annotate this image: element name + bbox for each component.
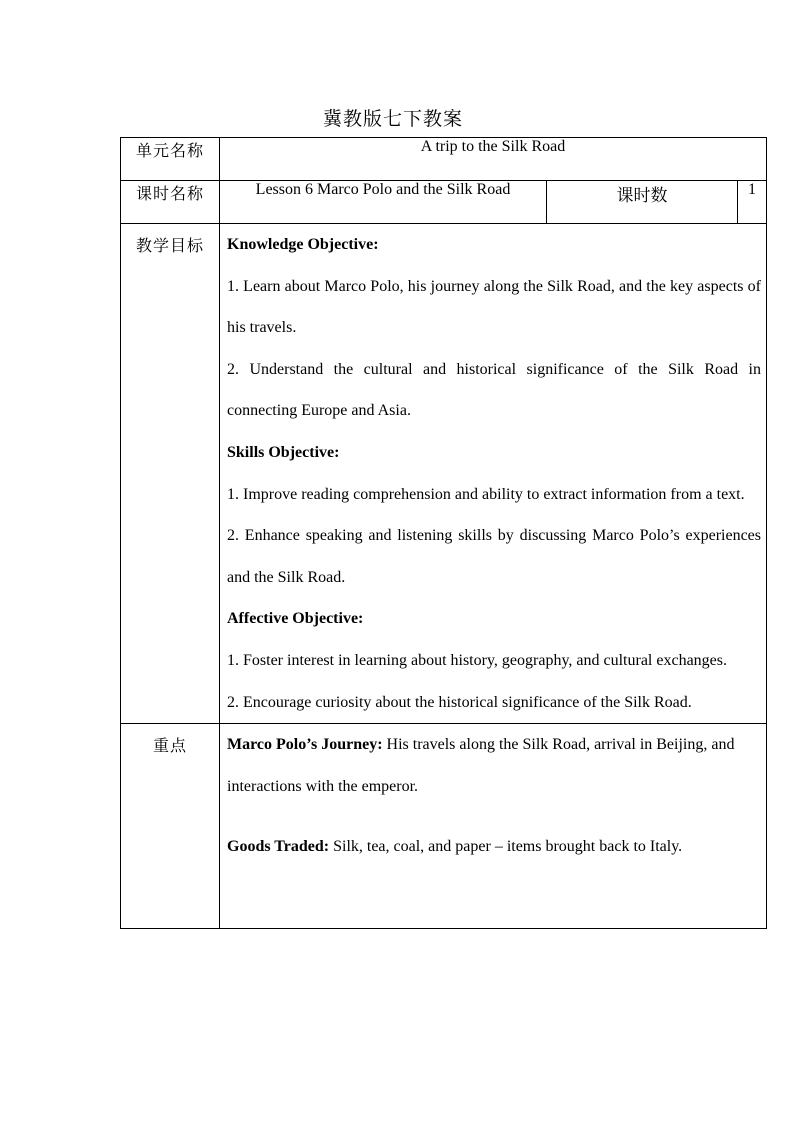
focus-label: 重点 (121, 724, 220, 929)
knowledge-objective-heading: Knowledge Objective: (227, 236, 379, 253)
focus-term-goods: Goods Traded: (227, 838, 330, 856)
affective-objective-1: 1. Foster interest in learning about history, geography, and cultural exchanges. (227, 651, 728, 669)
focus-row (121, 724, 767, 929)
skills-objective-1: 1. Improve reading comprehension and ability to extract information from a text. (227, 485, 745, 503)
skills-objective-2: 2. Enhance speaking and listening skills by discussing Marco Polo’s experiences and the Silk Road. (227, 527, 761, 586)
focus-content (220, 724, 767, 929)
lesson-name-label: 课时名称 (121, 181, 220, 224)
unit-row (121, 138, 767, 181)
objectives-row (121, 224, 767, 724)
focus-text-journey: His travels along the Silk Road, arrival in Beijing, and interactions with the emperor. (227, 736, 735, 796)
knowledge-objective-1: 1. Learn about Marco Polo, his journey along the Silk Road, and the key aspects of his travels. (227, 277, 761, 337)
knowledge-objective-2: 2. Understand the cultural and historical significance of the Silk Road in connecting Europe and Asia. (227, 360, 761, 420)
objectives-label: 教学目标 (121, 224, 220, 724)
lesson-row (121, 181, 767, 224)
focus-item-journey (227, 724, 761, 808)
affective-objective-heading: Affective Objective: (227, 610, 364, 628)
skills-objective-heading: Skills Objective: (227, 443, 340, 461)
lesson-plan-table (120, 137, 767, 929)
focus-text-goods: Silk, tea, coal, and paper – items brought back to Italy. (329, 838, 683, 856)
unit-name-value: A trip to the Silk Road (220, 138, 767, 181)
unit-name-label: 单元名称 (121, 138, 220, 181)
objectives-content (220, 224, 767, 724)
affective-objective-2: 2. Encourage curiosity about the historical significance of the Silk Road. (227, 693, 692, 711)
document-title: 冀教版七下教案 (323, 108, 464, 130)
lesson-count-value: 1 (738, 181, 767, 224)
focus-item-goods (227, 826, 761, 868)
focus-term-journey: Marco Polo’s Journey: (227, 736, 383, 754)
lesson-name-value: Lesson 6 Marco Polo and the Silk Road (220, 181, 547, 224)
lesson-count-label: 课时数 (547, 181, 738, 224)
